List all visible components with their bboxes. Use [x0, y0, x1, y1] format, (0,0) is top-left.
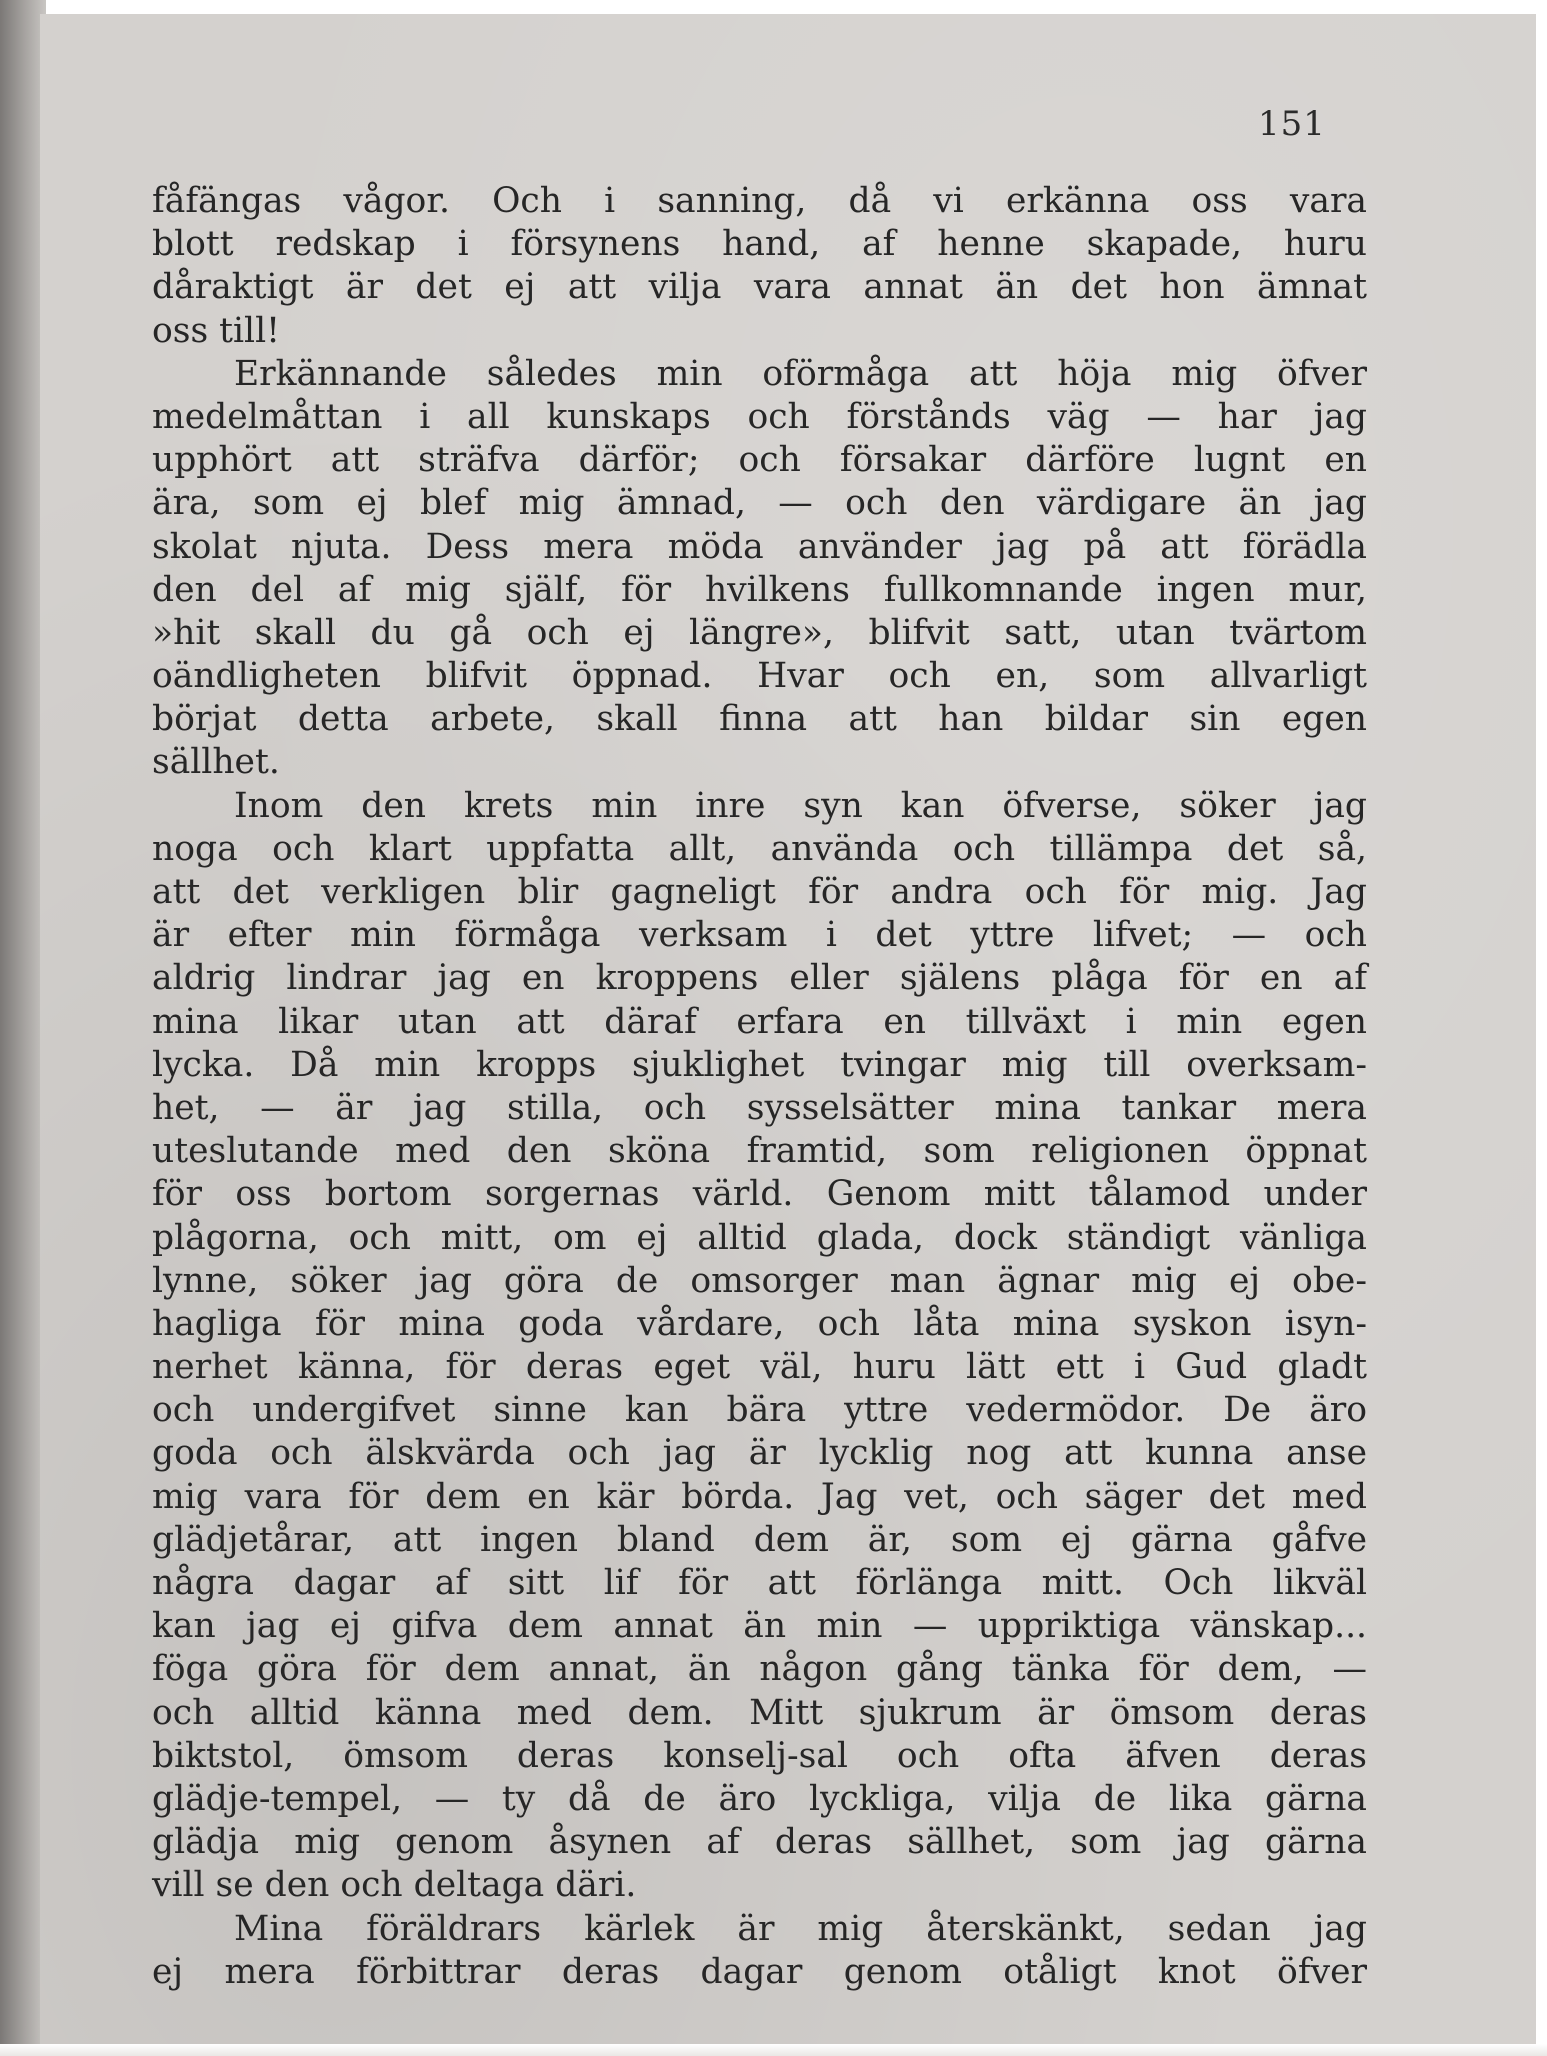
- text-line: är efter min förmåga verksam i det yttre lifvet; — och: [152, 915, 1367, 956]
- text-line: föga göra för dem annat, än någon gång tänka för dem, —: [152, 1649, 1367, 1690]
- text-line: Erkännande således min oförmåga att höja mig öfver: [234, 353, 1367, 394]
- text-line: några dagar af sitt lif för att förlänga mitt. Och likväl: [152, 1563, 1367, 1603]
- text-line: noga och klart uppfatta allt, använda och tillämpa det så,: [152, 828, 1367, 869]
- text-line: och undergifvet sinne kan bära yttre vedermödor. De äro: [152, 1390, 1367, 1431]
- text-line: blott redskap i försynens hand, af henne skapade, huru: [152, 224, 1367, 265]
- text-line: het, — är jag stilla, och sysselsätter mina tankar mera: [152, 1087, 1367, 1128]
- text-line: lynne, söker jag göra de omsorger man ägnar mig ej obe-: [152, 1260, 1367, 1301]
- text-line: mig vara för dem en kär börda. Jag vet, och säger det med: [152, 1476, 1367, 1517]
- text-line: aldrig lindrar jag en kroppens eller själens plåga för en af: [152, 958, 1367, 999]
- text-line: upphört att sträfva därför; och försakar därföre lugnt en: [152, 440, 1367, 481]
- text-line: hagliga för mina goda vårdare, och låta mina syskon isyn-: [152, 1303, 1367, 1344]
- text-line: skolat njuta. Dess mera möda använder jag på att förädla: [152, 526, 1367, 567]
- text-line: uteslutande med den sköna framtid, som religionen öppnat: [152, 1131, 1367, 1172]
- text-line: glädjetårar, att ingen bland dem är, som ej gärna gåfve: [152, 1519, 1367, 1560]
- text-line: lycka. Då min kropps sjuklighet tvingar mig till overksam-: [152, 1044, 1367, 1085]
- text-line: och alltid känna med dem. Mitt sjukrum är ömsom deras: [152, 1692, 1367, 1733]
- text-line: fåfängas vågor. Och i sanning, då vi erkänna oss vara: [152, 181, 1367, 221]
- text-line: vill se den och deltaga däri.: [152, 1865, 637, 1906]
- text-line: medelmåttan i all kunskaps och förstånds väg — har jag: [152, 396, 1367, 437]
- text-line: mina likar utan att däraf erfara en tillväxt i min egen: [152, 1001, 1367, 1042]
- text-line: plågorna, och mitt, om ej alltid glada, dock ständigt vänliga: [152, 1217, 1367, 1258]
- text-line: Mina föräldrars kärlek är mig återskänkt, sedan jag: [234, 1908, 1367, 1949]
- text-line: sällhet.: [152, 742, 280, 783]
- text-line: ej mera förbittrar deras dagar genom otåligt knot öfver: [152, 1951, 1367, 1992]
- text-line: börjat detta arbete, skall finna att han bildar sin egen: [152, 699, 1367, 740]
- text-line: glädja mig genom åsynen af deras sällhet, som jag gärna: [152, 1822, 1367, 1863]
- text-line: dåraktigt är det ej att vilja vara annat än det hon ämnat: [152, 267, 1367, 308]
- text-line: nerhet känna, för deras eget väl, huru lätt ett i Gud gladt: [152, 1347, 1367, 1388]
- text-line: kan jag ej gifva dem annat än min — uppriktiga vänskap...: [152, 1606, 1367, 1647]
- text-line: glädje-tempel, — ty då de äro lyckliga, vilja de lika gärna: [152, 1778, 1367, 1819]
- book-page: [40, 14, 1536, 2050]
- text-line: den del af mig själf, för hvilkens fullkomnande ingen mur,: [152, 569, 1367, 610]
- bottom-edge: [0, 2044, 1547, 2056]
- text-line: att det verkligen blir gagneligt för andra och för mig. Jag: [152, 872, 1367, 912]
- text-line: oändligheten blifvit öppnad. Hvar och en, som allvarligt: [152, 656, 1367, 697]
- text-line: biktstol, ömsom deras konselj-sal och ofta äfven deras: [152, 1735, 1367, 1776]
- text-line: »hit skall du gå och ej längre», blifvit satt, utan tvärtom: [152, 612, 1367, 653]
- body-text: [152, 180, 1367, 1994]
- text-line: Inom den krets min inre syn kan öfverse, söker jag: [234, 785, 1367, 826]
- text-line: oss till!: [152, 310, 280, 351]
- page-number: 151: [1258, 104, 1326, 144]
- text-line: ära, som ej blef mig ämnad, — och den värdigare än jag: [152, 483, 1367, 524]
- text-line: goda och älskvärda och jag är lycklig nog att kunna anse: [152, 1433, 1367, 1474]
- text-line: för oss bortom sorgernas värld. Genom mitt tålamod under: [152, 1174, 1367, 1215]
